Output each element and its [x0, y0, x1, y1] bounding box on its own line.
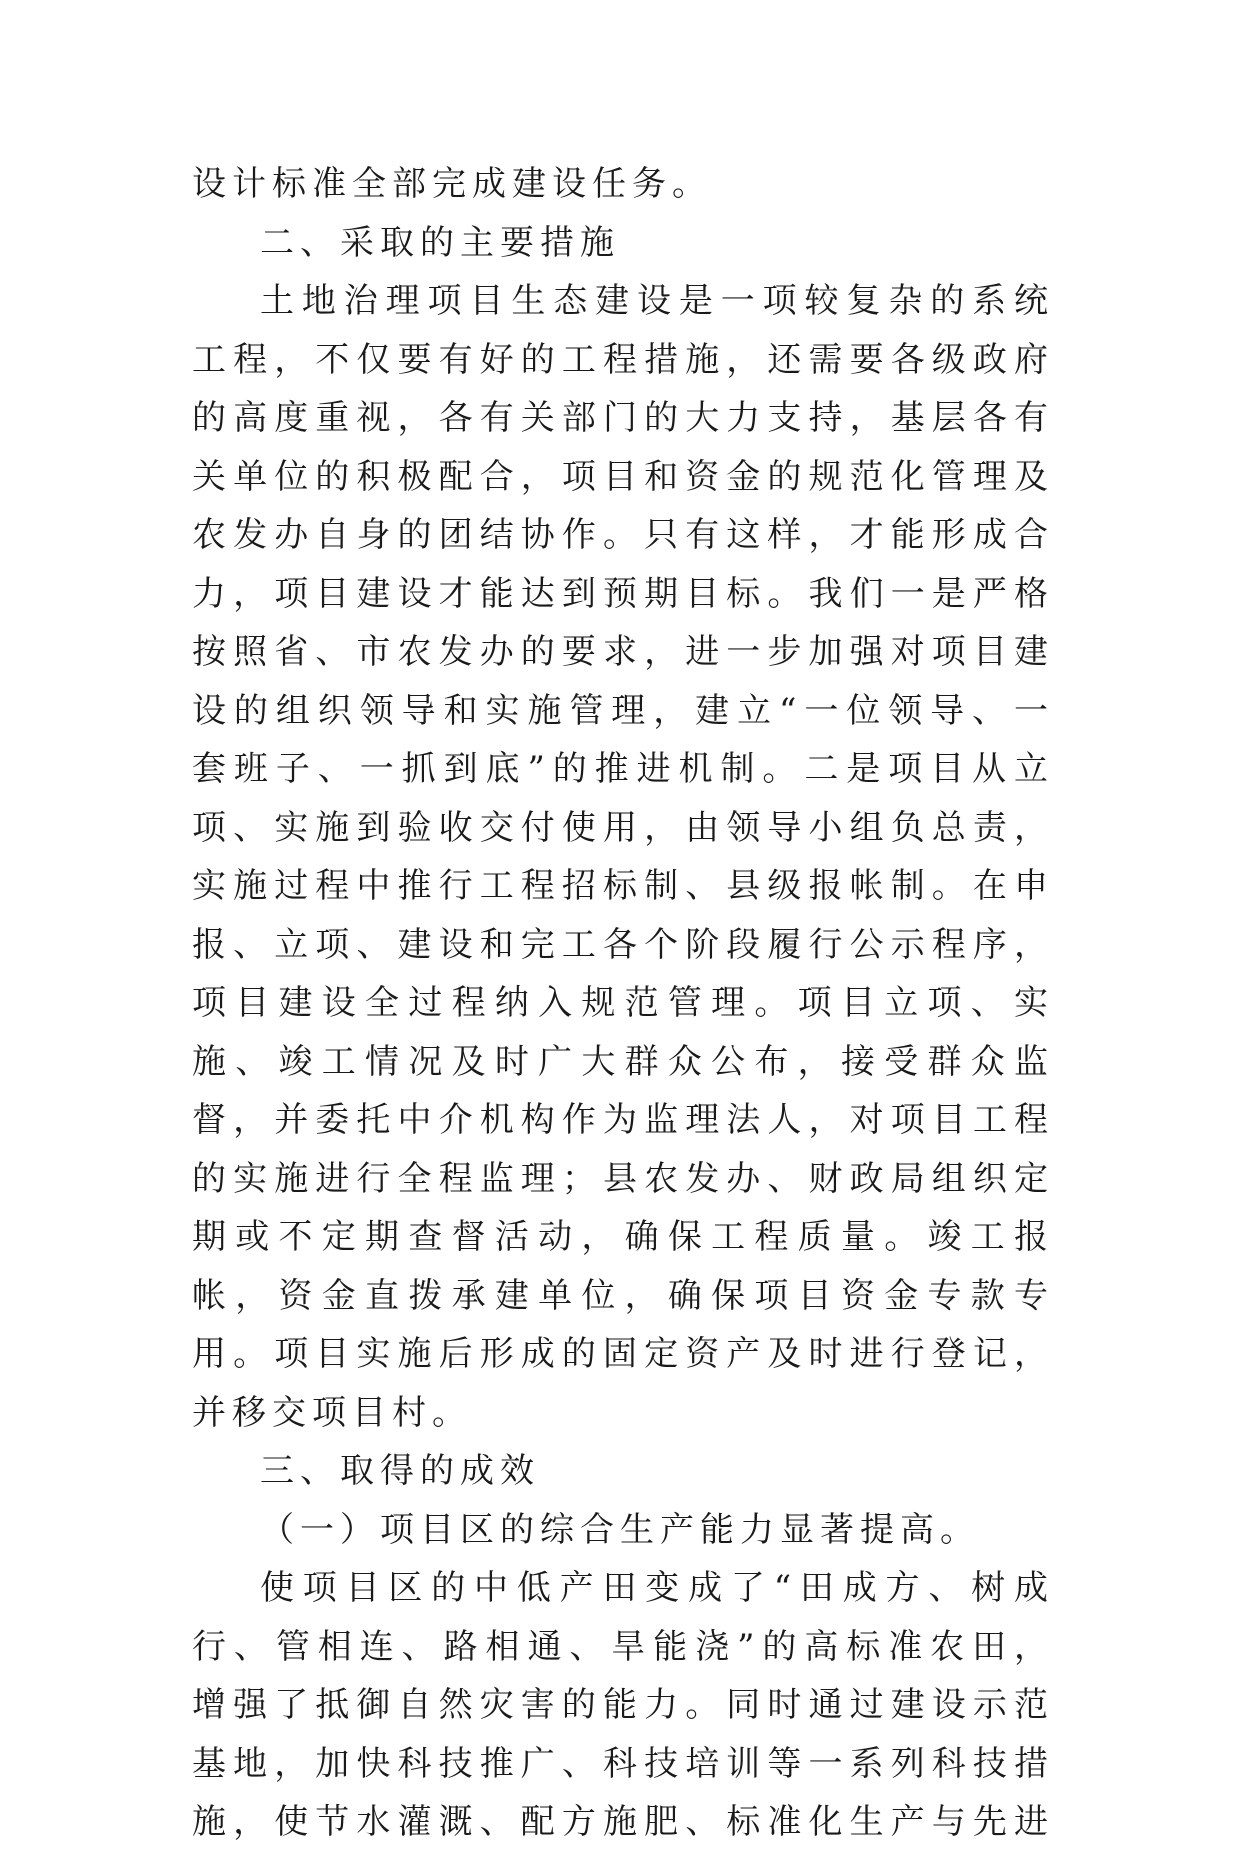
paragraph-measures-body: 土地治理项目生态建设是一项较复杂的系统工程，不仅要有好的工程措施，还需要各级政府的高度重视，各有关部门的大力支持，基层各有关单位的积极配合，项目和资金的规范化管理及农发办自身的团结协作。只有这样，才能形成合力，项目建设才能达到预期目标。我们一是严格按照省、市农发办的要求，进一步加强对项目建设的组织领导和实施管理，建立“一位领导、一套班子、一抓到底”的推进机制。二是项目从立项、实施到验收交付使用，由领导小组负总责，实施过程中推行工程招标制、县级报帐制。在申报、立项、建设和完工各个阶段履行公示程序，项目建设全过程纳入规范管理。项目立项、实施、竣工情况及时广大群众公布，接受群众监督，并委托中介机构作为监理法人，对项目工程的实施进行全程监理；县农发办、财政局组织定期或不定期查督活动，确保工程质量。竣工报帐，资金直拨承建单位，确保项目资金专款专用。项目实施后形成的固定资产及时进行登记，并移交项目村。 — [192, 281, 1054, 1433]
subsection-heading-capacity: （一）项目区的综合生产能力显著提高。 — [260, 1509, 980, 1550]
section-heading-results: 三、取得的成效 — [260, 1451, 540, 1491]
section-heading-measures: 二、采取的主要措施 — [260, 222, 620, 263]
paragraph-continuation: 设计标准全部完成建设任务。 — [192, 164, 712, 204]
paragraph-capacity-body: 使项目区的中低产田变成了“田成方、树成行、管相连、路相通、旱能浇”的高标准农田，增强了抵御自然灾害的能力。同时通过建设示范基地，加快科技推广、科技培训等一系列科技措施，使节水灌溉、配方施肥、标准化生产与先进 — [192, 1568, 1054, 1842]
document-body — [192, 155, 1054, 1852]
